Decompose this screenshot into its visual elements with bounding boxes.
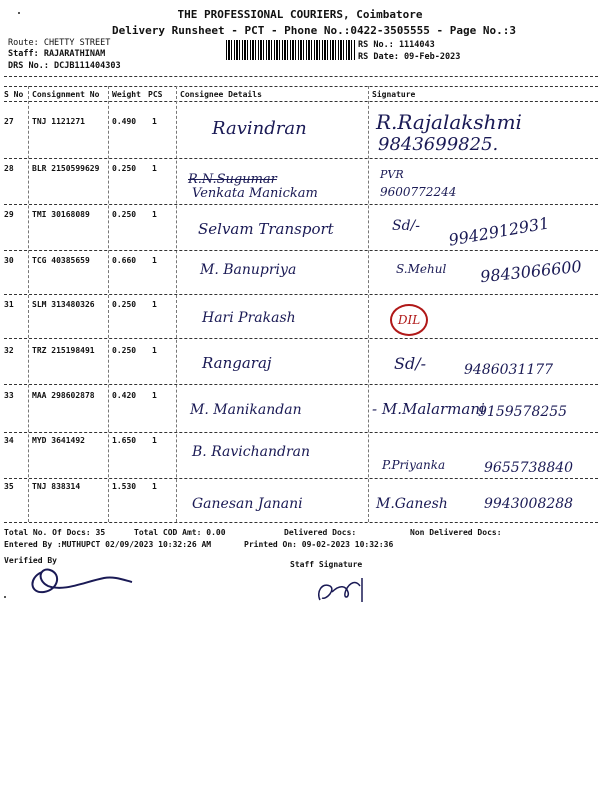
row-divider [4, 158, 598, 159]
column-separator [368, 86, 369, 522]
row-divider [4, 250, 598, 251]
receiver-signature: - M.Malarmani [372, 400, 485, 418]
divider [4, 522, 598, 523]
consignee-name: Selvam Transport [198, 220, 334, 238]
delivered-docs: Delivered Docs: [284, 528, 357, 537]
receiver-phone: 9843699825. [378, 134, 499, 155]
row-sno: 29 [4, 210, 14, 219]
row-consignment: TCG 40385659 [32, 256, 90, 265]
receiver-phone: 9655738840 [484, 460, 574, 476]
row-weight: 0.490 [112, 117, 137, 126]
receiver-signature: Sd/- [394, 354, 426, 373]
row-pcs: 1 [152, 436, 157, 445]
company-title: THE PROFESSIONAL COURIERS, Coimbatore [177, 8, 423, 21]
row-pcs: 1 [152, 164, 157, 173]
col-sno: S No [4, 90, 24, 99]
receiver-signature: M.Ganesh [376, 496, 448, 512]
staff-signature-label: Staff Signature [290, 560, 363, 569]
rs-no: RS No.: 1114043 [358, 40, 435, 50]
non-delivered-docs: Non Delivered Docs: [410, 528, 502, 537]
row-consignment: TNJ 838314 [32, 482, 81, 491]
divider [4, 86, 598, 87]
consignee-name: B. Ravichandran [192, 444, 311, 460]
consignee-name: Venkata Manickam [192, 186, 318, 201]
col-pcs: PCS [148, 90, 163, 99]
col-consignee: Consignee Details [180, 90, 262, 99]
total-cod: Total COD Amt: 0.00 [134, 528, 226, 537]
receiver-signature: S.Mehul [396, 262, 447, 276]
row-weight: 0.660 [112, 256, 137, 265]
row-consignment: TNJ 1121271 [32, 117, 85, 126]
row-consignment: TMI 30168089 [32, 210, 90, 219]
row-weight: 0.250 [112, 346, 137, 355]
row-weight: 0.250 [112, 300, 137, 309]
consignee-name: Hari Prakash [202, 310, 296, 326]
divider [4, 101, 598, 102]
row-sno: 28 [4, 164, 14, 173]
row-divider [4, 432, 598, 433]
receiver-signature: P.Priyanka [382, 458, 446, 472]
row-weight: 0.250 [112, 210, 137, 219]
row-sno: 33 [4, 391, 14, 400]
total-docs: Total No. Of Docs: 35 [4, 528, 106, 537]
row-sno: 34 [4, 436, 14, 445]
receiver-signature: PVR [380, 168, 404, 181]
receiver-phone: 9486031177 [464, 362, 554, 378]
consignee-name: M. Manikandan [190, 402, 302, 418]
row-pcs: 1 [152, 346, 157, 355]
receiver-phone: 9943008288 [484, 496, 574, 512]
column-separator [176, 86, 177, 522]
row-weight: 1.650 [112, 436, 137, 445]
row-pcs: 1 [152, 391, 157, 400]
verified-signature-icon [24, 560, 134, 600]
row-pcs: 1 [152, 117, 157, 126]
row-consignment: MYD 3641492 [32, 436, 85, 445]
row-divider [4, 338, 598, 339]
verified-by-label: Verified By [4, 556, 57, 565]
staff-label: Staff: RAJARATHINAM [8, 49, 106, 59]
row-weight: 1.530 [112, 482, 137, 491]
delivery-stamp: DIL [390, 304, 428, 336]
row-sno: 31 [4, 300, 14, 309]
row-weight: 0.250 [112, 164, 137, 173]
receiver-phone: 9843066600 [479, 256, 583, 287]
row-divider [4, 294, 598, 295]
col-signature: Signature [372, 90, 416, 99]
entered-by: Entered By :MUTHUPCT 02/09/2023 10:32:26 AM [4, 540, 212, 549]
route-label: Route: CHETTY STREET [8, 38, 111, 48]
printed-on: Printed On: 09-02-2023 10:32:36 [244, 540, 394, 549]
receiver-phone: 9159578255 [478, 404, 568, 420]
row-weight: 0.420 [112, 391, 137, 400]
column-separator [108, 86, 109, 522]
consignee-name: Ganesan Janani [192, 496, 303, 512]
receiver-phone: 9600772244 [380, 185, 457, 199]
col-weight: Weight [112, 90, 141, 99]
row-divider [4, 204, 598, 205]
row-sno: 35 [4, 482, 14, 491]
consignee-name: Ravindran [212, 118, 307, 139]
row-pcs: 1 [152, 256, 157, 265]
row-consignment: MAA 298602878 [32, 391, 95, 400]
receiver-signature: R.Rajalakshmi [376, 110, 522, 134]
row-consignment: BLR 2150599629 [32, 164, 100, 173]
row-divider [4, 384, 598, 385]
row-sno: 27 [4, 117, 14, 126]
col-consignment: Consignment No [32, 90, 100, 99]
drs-label: DRS No.: DCJB111404303 [8, 61, 121, 71]
receiver-signature: Sd/- [392, 218, 420, 234]
divider [4, 76, 598, 77]
rs-date: RS Date: 09-Feb-2023 [358, 52, 461, 62]
staff-signature-icon [312, 572, 372, 608]
row-consignment: SLM 313480326 [32, 300, 95, 309]
consignee-name: M. Banupriya [200, 262, 297, 278]
scan-mark [18, 12, 20, 14]
row-divider [4, 478, 598, 479]
row-pcs: 1 [152, 210, 157, 219]
scan-mark [4, 596, 6, 598]
consignee-name-struck: R.N.Sugumar [188, 172, 277, 187]
row-consignment: TRZ 215198491 [32, 346, 95, 355]
barcode [226, 40, 356, 60]
column-separator [28, 86, 29, 522]
row-pcs: 1 [152, 300, 157, 309]
runsheet-title: Delivery Runsheet - PCT - Phone No.:0422-3505555 - Page No.:3 [112, 24, 516, 37]
row-pcs: 1 [152, 482, 157, 491]
receiver-phone: 9942912931 [447, 213, 551, 250]
consignee-name: Rangaraj [202, 354, 272, 372]
row-sno: 32 [4, 346, 14, 355]
row-sno: 30 [4, 256, 14, 265]
